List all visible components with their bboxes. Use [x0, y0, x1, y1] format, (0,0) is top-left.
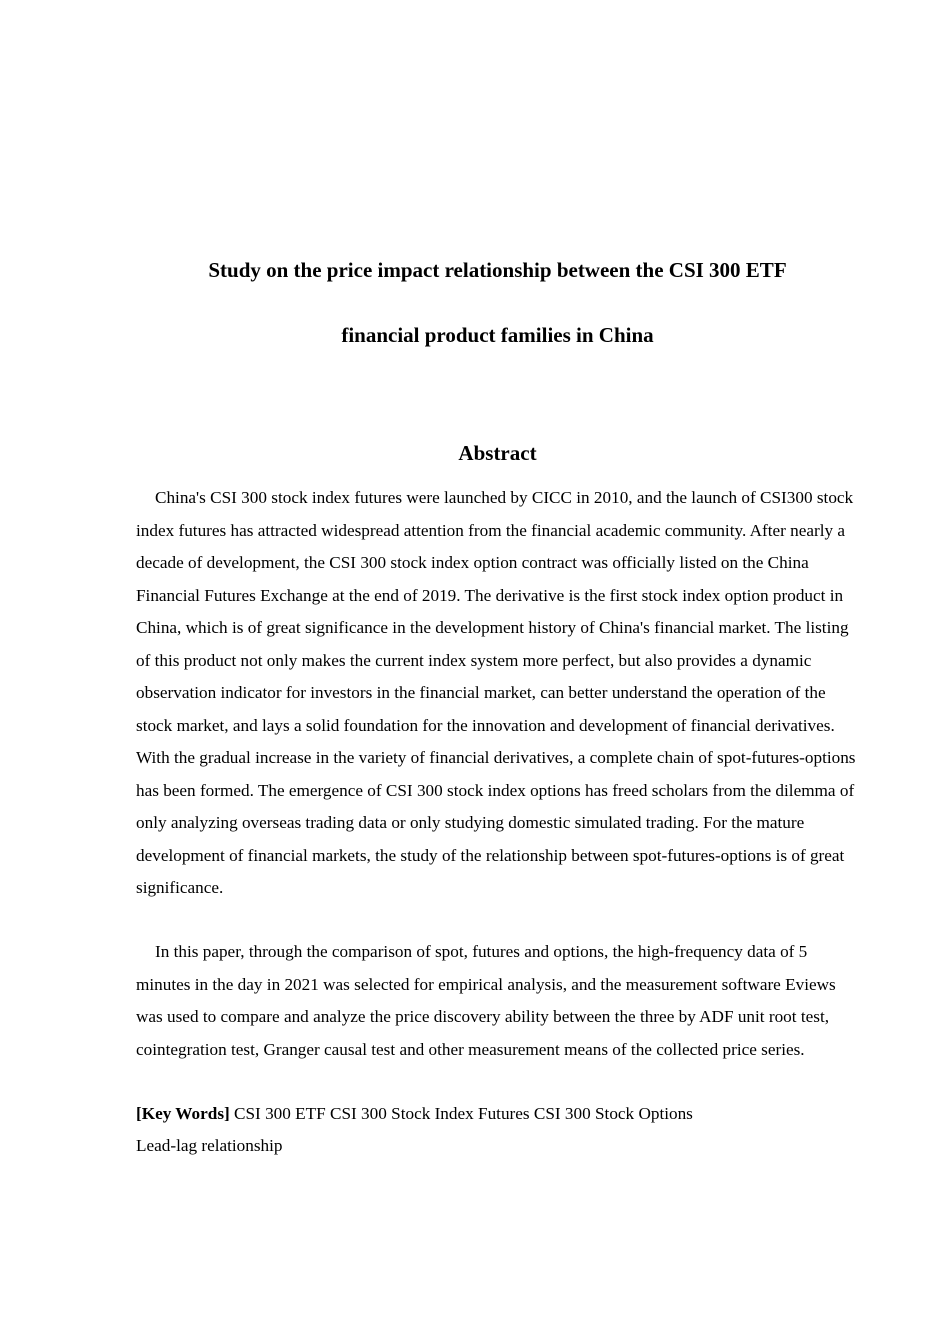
keywords [136, 1098, 862, 1162]
abstract-paragraph-2: In this paper, through the comparison of spot, futures and options, the high-frequency data of 5 minutes in the day in 2021 was selected for empirical analysis, and the measurement software Eviews was used to compare and analyze the price discovery ability between the three by ADF unit root test, cointegration test, Granger causal test and other measurement means of the collected price series. [136, 942, 836, 1059]
paper-title-line-1: Study on the price impact relationship between the CSI 300 ETF [208, 258, 787, 282]
keyword-item: Lead-lag relationship [136, 1136, 283, 1155]
abstract-heading: Abstract [458, 441, 537, 465]
keywords-label: [Key Words] [136, 1104, 230, 1123]
paper-title-line-2: financial product families in China [341, 323, 654, 347]
abstract-paragraph-1: China's CSI 300 stock index futures were launched by CICC in 2010, and the launch of CSI300 stock index futures has attracted widespread attention from the financial academic community. After nearly a decade of development, the CSI 300 stock index option contract was officially listed on the China Financial Futures Exchange at the end of 2019. The derivative is the first stock index option product in China, which is of great significance in the development history of China's financial market. The listing of this product not only makes the current index system more perfect, but also provides a dynamic observation indicator for investors in the financial market, can better understand the operation of the stock market, and lays a solid foundation for the innovation and development of financial derivatives. With the gradual increase in the variety of financial derivatives, a complete chain of spot-futures-options has been formed. The emergence of CSI 300 stock index options has freed scholars from the dilemma of only analyzing overseas trading data or only studying domestic simulated trading. For the mature development of financial markets, the study of the relationship between spot-futures-options is of great significance. [136, 488, 856, 897]
keyword-item: CSI 300 Stock Options [533, 1104, 693, 1123]
keyword-item: CSI 300 ETF [234, 1104, 326, 1123]
keyword-item: CSI 300 Stock Index Futures [330, 1104, 530, 1123]
